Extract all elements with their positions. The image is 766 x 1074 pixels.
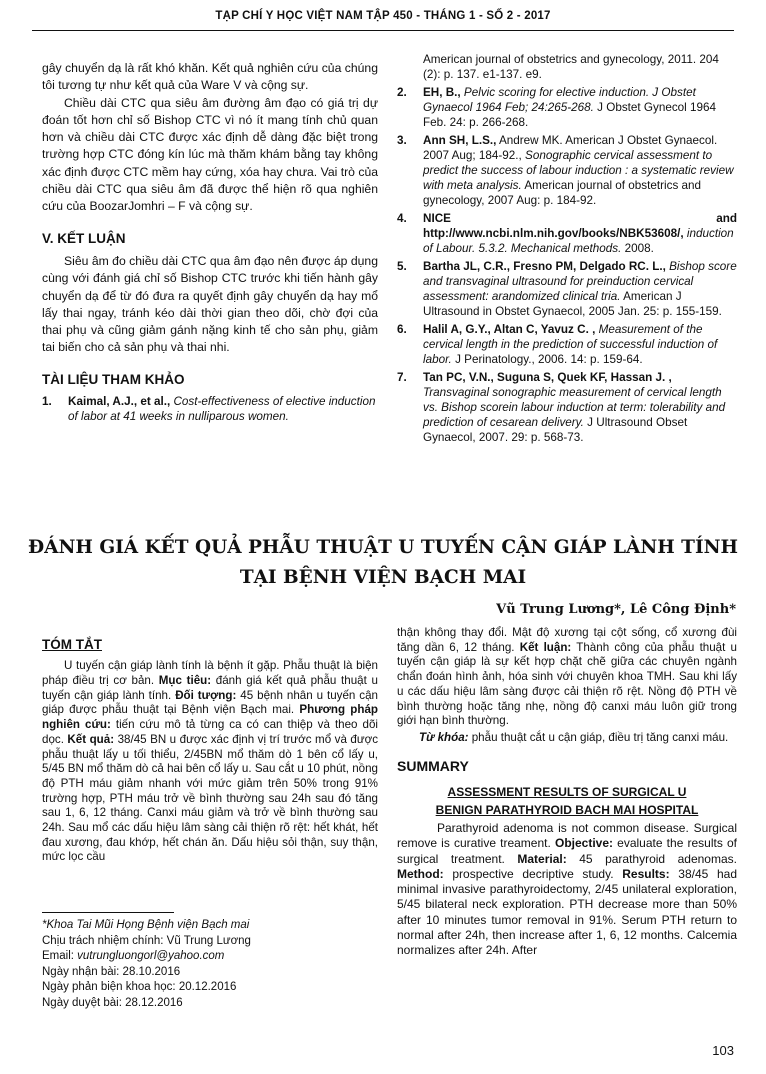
reference-title: induction of Labour. 5.3.2. Mechanical methods.: [423, 227, 734, 255]
section-heading-references: TÀI LIỆU THAM KHẢO: [42, 371, 185, 387]
summary-heading: SUMMARY: [397, 757, 469, 774]
summary-title-line: ASSESSMENT RESULTS OF SURGICAL U: [447, 784, 687, 799]
reference-number: 1.: [42, 395, 52, 409]
reference-source: J Obstet Gynecol 1964 Feb. 24: p. 266-268.: [423, 101, 717, 129]
body-paragraph: Chiều dài CTC qua siêu âm đường âm đạo có giá trị dự đoán tốt hơn chỉ số Bishop CTC vì nó ít mang tính chủ quan hơn và chiều dài CTC được xác định dễ dàng đặc biệt trong trường hợp CTC đóng kín lúc mà thăm khám bằng tay không xác định được CTC mềm hay cứng, xóa hay chưa. Vai trò của chiều dài CTC qua siêu âm đã được thể hiện rõ qua nghiên cứu của BoozarJomhri – F và cộng sự.: [42, 95, 378, 214]
reference-authors: Kaimal, A.J., et al.,: [68, 395, 171, 409]
reference-list: [42, 394, 378, 424]
summary-sentence: Parathyroid adenoma is not common disease. Surgical remove is curative treament.: [397, 820, 737, 851]
keywords-label: Từ khóa:: [419, 730, 469, 744]
reference-url[interactable]: http://www.ncbi.nlm.nih.gov/books/NBK53608/,: [423, 227, 684, 240]
footnote-rule: [42, 912, 174, 913]
reference-item: [397, 370, 737, 445]
reference-source: American journal of obstetrics and gynecology, 2007 Aug: p. 184-92.: [423, 179, 702, 207]
reference-authors: Tan PC, V.N., Suguna S, Quek KF, Hassan J. ,: [423, 371, 672, 384]
reference-item: [397, 85, 737, 130]
footnote-responsible: Chịu trách nhiệm chính: Vũ Trung Lương: [42, 934, 251, 947]
date-received: Ngày nhận bài: 28.10.2016: [42, 965, 181, 978]
date-reviewed: Ngày phản biện khoa học: 20.12.2016: [42, 981, 237, 993]
date-approved: Ngày duyệt bài: 28.12.2016: [42, 996, 183, 1009]
left-column-bottom: [42, 632, 378, 865]
email-link[interactable]: vutrungluongorl@yahoo.com: [77, 950, 225, 962]
abstract-text: [42, 659, 378, 865]
abstract-sentence: 38/45 BN u được xác định vị trí trước mổ và được phẫu thuật lấy u tối thiểu, 2/45BN mổ thăm dò 1 bên cổ lấy u, 5/45 BN mổ thăm dò cả hai bên cổ lấy u. Sau cắt u 10 phút, nồng độ PTH máu giảm nhanh với mức giảm trên 50% trong 91% trường hợp, PTH máu trở về bình thường sau 24h sau đó tăng sau 1, 6, 12 tháng. Canxi máu giảm và trở về bình thường sau 24h. Sau mổ các dấu hiệu lâm sàng cải thiện rõ rệt: hết khát, hết đau xương, đau khớp, hết chán ăn. Dấu hiệu sỏi thận, suy thận, mức lọc cầu: [42, 732, 378, 864]
summary-sentence: 45 parathyroid adenomas.: [579, 851, 737, 866]
article-authors: Vũ Trung Lương*, Lê Công Định*: [496, 602, 736, 617]
email-label: Email:: [42, 950, 74, 962]
footnote-affiliation: *Khoa Tai Mũi Họng Bệnh viện Bạch mai: [42, 919, 250, 931]
article-title-line: ĐÁNH GIÁ KẾT QUẢ PHẪU THUẬT U TUYẾN CẬN GIÁP LÀNH TÍNH: [27, 537, 738, 558]
reference-source: J Perinatology., 2006. 14: p. 159-64.: [455, 353, 643, 366]
reference-authors: Ann SH, L.S.,: [423, 134, 497, 147]
reference-item: [42, 394, 378, 424]
summary-label: Objective:: [554, 836, 614, 851]
abstract-label: Đối tượng:: [175, 688, 237, 702]
reference-title: Measurement of the cervical length in the prediction of successful induction of labor.: [423, 323, 718, 366]
right-column-bottom: [397, 626, 737, 959]
journal-header: TẠP CHÍ Y HỌC VIỆT NAM TẬP 450 - THÁNG 1 - SỐ 2 - 2017: [215, 10, 551, 22]
reference-authors: and: [716, 212, 737, 225]
reference-source: J Ultrasound Obset Gynaecol, 2007. 29: p. 568-73.: [423, 416, 688, 444]
abstract-label: Kết quả:: [67, 732, 115, 746]
abstract-sentence: thận không thay đổi. Mật độ xương tại cột sống, cổ xương đùi tăng dần 6, 12 tháng.: [397, 626, 737, 654]
abstract-text-continued: [397, 626, 737, 729]
reference-title: Bishop score and transvaginal ultrasound for preinduction cervical assessment: arandomized clinical tria.: [423, 260, 737, 303]
header-rule: [32, 30, 734, 31]
summary-sentence: prospective decriptive study.: [452, 866, 614, 881]
reference-source: Andrew MK. American J Obstet Gynaecol. 2007 Aug; 184-92.,: [423, 134, 718, 162]
reference-source: American J Ultrasound in Obstet Gynaecol, 2005 Jan. 25: p. 155-159.: [423, 290, 722, 318]
summary-sentence: evaluate the results of surgical treatment.: [397, 836, 738, 866]
abstract-label: Phương pháp nghiên cứu:: [42, 703, 378, 732]
reference-title: Transvaginal sonographic measurement of cervical length vs. Bishop scorein labour induction at term: tolerability and prediction of cesarean delivery.: [423, 386, 726, 429]
abstract-sentence: U tuyến cận giáp lành tính là bệnh ít gặp. Phẫu thuật là biện pháp điều trị cơ bản.: [42, 659, 378, 687]
reference-number: 2.: [397, 86, 407, 99]
reference-item: [397, 211, 737, 256]
abstract-sentence: đánh giá kết quả phẫu thuật u tuyến cận giáp lành tính.: [42, 674, 378, 702]
summary-text: [397, 821, 737, 959]
keywords: [397, 731, 737, 746]
abstract-label: Mục tiêu:: [158, 674, 212, 687]
reference-number: 6.: [397, 323, 407, 336]
summary-sentence: 38/45 had minimal invasive parathyroidectomy, 2/45 unilateral exploration, 5/45 bilateral neck exploration. PTH decrease more than 50% after 10 minutes tumor removal in 91%. Serum PTH return to normal after 24h, then increase after 1, 6, 12 months. Calcemia normalizes after 24h. After: [397, 866, 737, 958]
reference-item: [397, 52, 737, 82]
reference-continuation: American journal of obstetrics and gynecology, 2011. 204 (2): p. 137. e1-137. e9.: [423, 53, 719, 81]
reference-authors: Halil A, G.Y., Altan C, Yavuz C. ,: [423, 323, 596, 336]
reference-title: Cost-effectiveness of elective induction of labor at 41 weeks in nulliparous women.: [68, 395, 376, 424]
article-title: [0, 533, 766, 593]
abstract-heading: TÓM TẮT: [42, 637, 102, 652]
abstract-label: Kết luận:: [519, 640, 572, 654]
summary-label: Method:: [397, 866, 444, 881]
reference-title: Pelvic scoring for elective induction. J Obstet Gynaecol 1964 Feb; 24:265-268.: [423, 86, 696, 114]
article-title-line: TẠI BỆNH VIỆN BẠCH MAI: [239, 567, 527, 588]
reference-authors: EH, B.,: [423, 86, 461, 99]
abstract-sentence: Thành công của phẫu thuật u tuyến cận giáp là sự kết hợp chặt chẽ giữa các chuyên ngành chẩn đoán hình ảnh, hóa sinh với chuyên khoa TMH. Sau khi lấy u các dấu hiệu lâm sàng được cải thiện rõ rệt. Nồng độ PTH về bình thường hoặc tăng nhẹ, nồng độ canxi máu luôn giữ trong giới hạn bình thường.: [397, 640, 737, 728]
summary-label: Material:: [517, 851, 567, 866]
right-column-top: [397, 52, 737, 445]
left-column-top: [42, 60, 378, 424]
keywords-text: phẫu thuật cắt u cận giáp, điều trị tăng canxi máu.: [471, 730, 729, 744]
body-paragraph: gây chuyển dạ là rất khó khăn. Kết quả nghiên cứu của chúng tôi tương tự như kết quả của Ware V và cộng sự.: [42, 61, 378, 93]
reference-number: 3.: [397, 134, 407, 147]
reference-number: 7.: [397, 371, 407, 384]
reference-year: 2008.: [624, 242, 654, 255]
reference-number: 4.: [397, 212, 407, 225]
summary-label: Results:: [622, 866, 670, 881]
reference-authors: Bartha JL, C.R., Fresno PM, Delgado RC. L.,: [423, 260, 666, 273]
summary-title-line: BENIGN PARATHYROID BACH MAI HOSPITAL: [435, 802, 699, 817]
reference-item: [397, 259, 737, 319]
page-number: 103: [712, 1043, 734, 1058]
conclusion-paragraph: Siêu âm đo chiều dài CTC qua âm đạo nên được áp dụng cùng với đánh giá chỉ số Bishop CTC trước khi tiến hành gây chuyển dạ để từ đó đưa ra quyết định gây chuyển dạ hay mổ lấy thai ngay, tránh kéo dài thời gian theo dõi, chờ đợi của thai phụ và cũng giảm gánh nặng kinh tế cho sản phụ, giảm tai biến cho cả sản phụ và thai nhi.: [42, 253, 378, 355]
abstract-sentence: 45 bệnh nhân u tuyến cận giáp được phẫu thuật tại Bệnh viện Bạch mai.: [42, 688, 378, 717]
reference-item: [397, 322, 737, 367]
reference-number: 5.: [397, 260, 407, 273]
footnote: [42, 918, 372, 1011]
reference-title: Sonographic cervical assessment to predict the success of labour induction : a systematic review with meta analysis.: [423, 149, 734, 192]
reference-item: [397, 133, 737, 208]
abstract-sentence: tiến cứu mô tả từng ca có can thiệp và theo dõi dọc.: [42, 718, 378, 746]
reference-authors: NICE: [423, 212, 451, 225]
section-heading-conclusion: V. KẾT LUẬN: [42, 230, 126, 246]
